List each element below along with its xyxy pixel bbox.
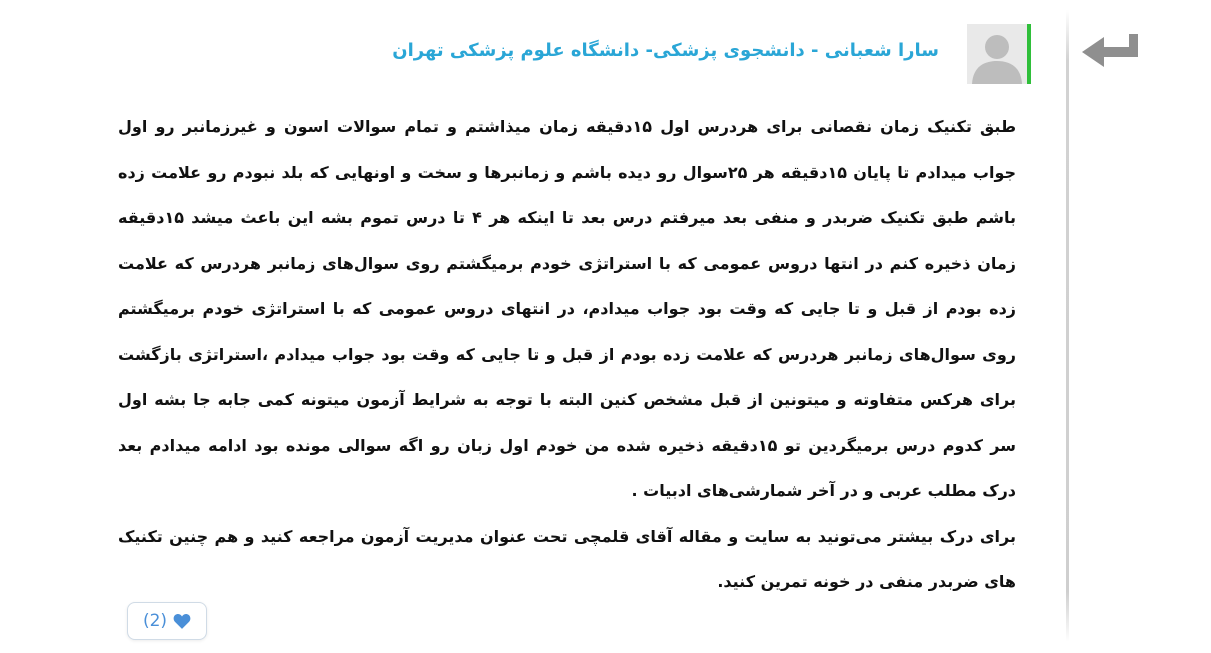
post-paragraph: برای درک بیشتر می‌تونید به سایت و مقاله آقای قلمچی تحت عنوان مدیریت آزمون مراجعه کنید و هم چنین تکنیک های ضربدر منفی در خونه تمرین کنید.	[118, 526, 1016, 591]
heart-icon	[173, 613, 191, 629]
like-count: (2)	[142, 611, 168, 631]
reply-arrow-icon[interactable]	[1082, 30, 1138, 76]
thread-divider	[1066, 10, 1069, 642]
like-button[interactable]	[127, 602, 207, 640]
avatar	[967, 24, 1031, 84]
post-author[interactable]: سارا شعبانی - دانشجوی پزشکی- دانشگاه علوم پزشکی تهران	[392, 40, 939, 61]
post-body	[118, 104, 1016, 605]
post-paragraph: طبق تکنیک زمان نقصانی برای هردرس اول ۱۵دقیقه زمان میذاشتم و تمام سوالات اسون و غیرزمانبر رو اول جواب میدادم تا پایان ۱۵دقیقه هر ۲۵سوال رو دیده باشم و زمانبرها و سخت و اونهایی که بلد نبودم رو علامت زده باشم طبق تکنیک ضربدر و منفی بعد میرفتم درس بعد تا اینکه هر ۴ تا درس تموم بشه این باعث میشد ۱۵دقیقه زمان ذخیره کنم در انتها دروس عمومی که با استراتژی خودم برمیگشتم روی سوال‌های زمانبر هردرس که علامت زده بودم از قبل و تا جایی که وقت بود جواب میدادم، در انتهای دروس عمومی که با استراتژی خودم برمیگشتم روی سوال‌های زمانبر هردرس که علامت زده بودم از قبل و تا جایی که وقت بود جواب میدادم ،استراتژی بازگشت برای هرکس متفاوته و میتونین از قبل مشخص کنین البته با توجه به شرایط آزمون میتونه کمی جابه جا بشه اول سر کدوم درس برمیگردین تو ۱۵دقیقه ذخیره شده من خودم اول زبان رو اگه سوالی مونده بود ادامه میدادم بعد درک مطلب عربی و در آخر شمارشی‌های ادبیات .	[118, 117, 1017, 500]
default-user-avatar-icon	[967, 24, 1027, 84]
